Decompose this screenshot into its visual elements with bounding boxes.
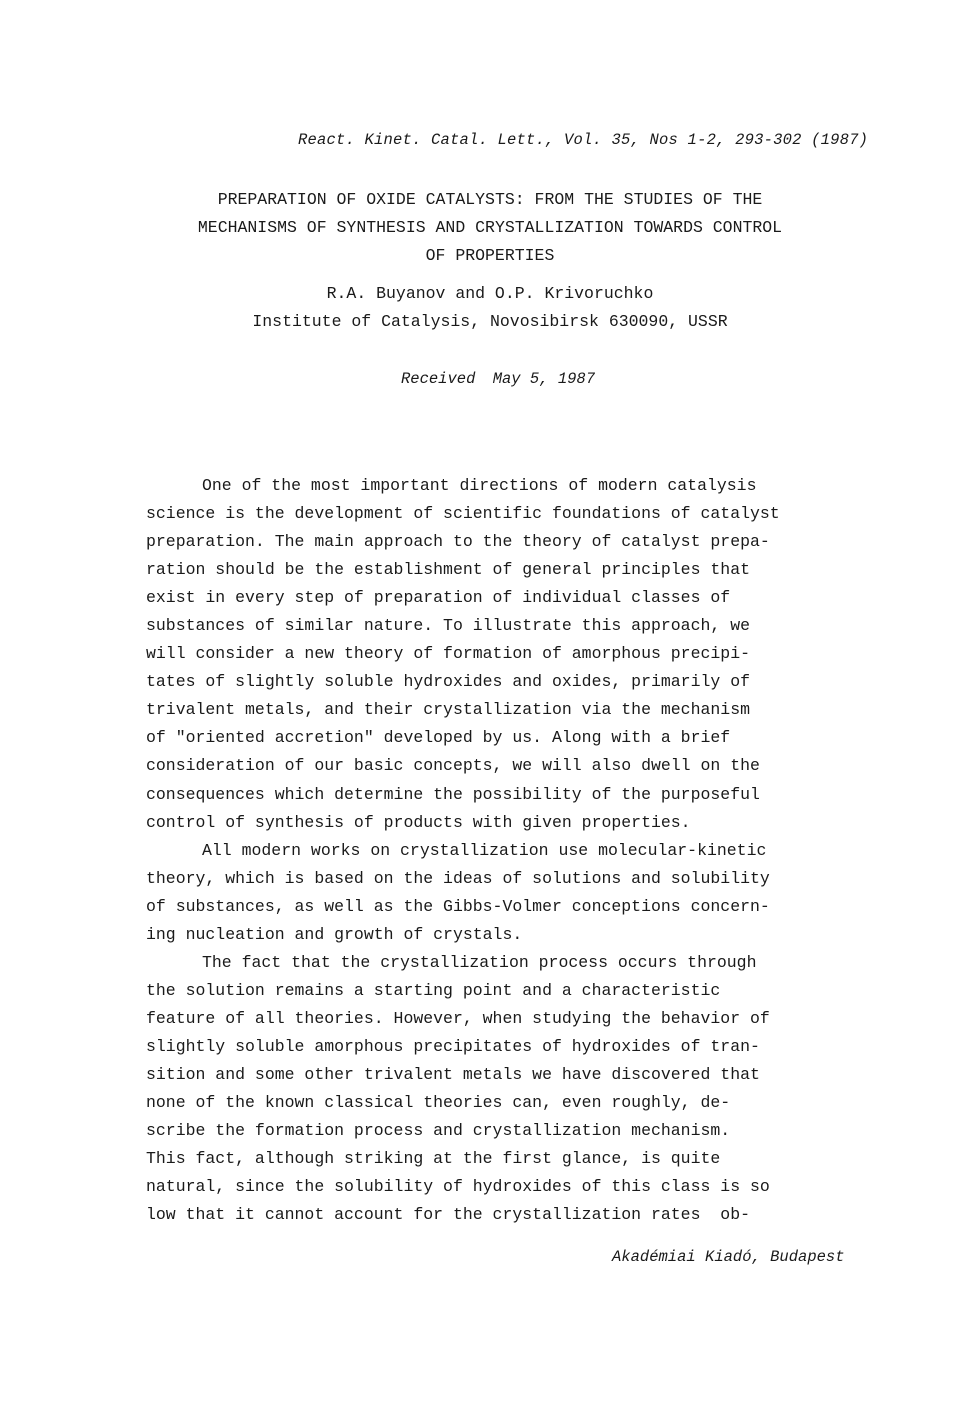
body-line: of substances, as well as the Gibbs-Volmer conceptions concern- [146, 896, 770, 916]
title-line: PREPARATION OF OXIDE CATALYSTS: FROM THE STUDIES OF THE [217, 190, 763, 209]
received-label: Received [400, 370, 476, 388]
body-line: natural, since the solubility of hydroxides of this class is so [146, 1177, 770, 1197]
body-line: science is the development of scientific foundations of catalyst [146, 504, 780, 524]
body-line: feature of all theories. However, when studying the behavior of [146, 1008, 770, 1028]
body-line: All modern works on crystallization use molecular-kinetic [202, 840, 767, 860]
body-line: The fact that the crystallization process occurs through [202, 952, 757, 972]
body-line: substances of similar nature. To illustrate this approach, we [146, 616, 750, 636]
body-line: will consider a new theory of formation of amorphous precipi- [146, 644, 750, 664]
body-line: sition and some other trivalent metals we have discovered that [146, 1064, 760, 1084]
body-line: theory, which is based on the ideas of solutions and solubility [146, 868, 770, 888]
body-line: One of the most important directions of modern catalysis [202, 476, 757, 495]
journal-citation: React. Kinet. Catal. Lett., Vol. 35, Nos 1-2, 293-302 (1987) [298, 131, 869, 149]
received-value: May 5, 1987 [492, 370, 596, 388]
author-block [140, 280, 840, 336]
body-line: This fact, although striking at the first glance, is quite [146, 1149, 721, 1169]
received-date [140, 370, 856, 388]
author-names: R.A. Buyanov and O.P. Krivoruchko [326, 284, 654, 303]
body-line: consequences which determine the possibility of the purposeful [146, 784, 760, 804]
author-affiliation: Institute of Catalysis, Novosibirsk 630090, USSR [252, 312, 728, 331]
body-line: low that it cannot account for the crystallization rates ob- [146, 1205, 750, 1225]
publisher-imprint: Akadémiai Kiadó, Budapest [612, 1248, 845, 1266]
body-line: the solution remains a starting point and a characteristic [146, 980, 721, 1000]
body-line: control of synthesis of products with given properties. [146, 812, 691, 832]
body-text [146, 472, 866, 1229]
body-line: exist in every step of preparation of individual classes of [146, 588, 731, 608]
body-line: tates of slightly soluble hydroxides and oxides, primarily of [146, 672, 750, 692]
body-line: trivalent metals, and their crystallization via the mechanism [146, 700, 750, 720]
body-line: slightly soluble amorphous precipitates of hydroxides of tran- [146, 1036, 760, 1056]
body-line: ration should be the establishment of general principles that [146, 560, 750, 580]
paper-title [140, 186, 840, 270]
title-line: MECHANISMS OF SYNTHESIS AND CRYSTALLIZATION TOWARDS CONTROL [197, 218, 783, 237]
title-line: OF PROPERTIES [425, 246, 555, 265]
body-line: ing nucleation and growth of crystals. [146, 924, 523, 944]
body-line: of "oriented accretion" developed by us. Along with a brief [146, 728, 731, 748]
body-line: none of the known classical theories can, even roughly, de- [146, 1093, 731, 1113]
body-line: scribe the formation process and crystallization mechanism. [146, 1121, 731, 1141]
body-line: preparation. The main approach to the theory of catalyst prepa- [146, 532, 770, 552]
body-line: consideration of our basic concepts, we will also dwell on the [146, 756, 760, 776]
